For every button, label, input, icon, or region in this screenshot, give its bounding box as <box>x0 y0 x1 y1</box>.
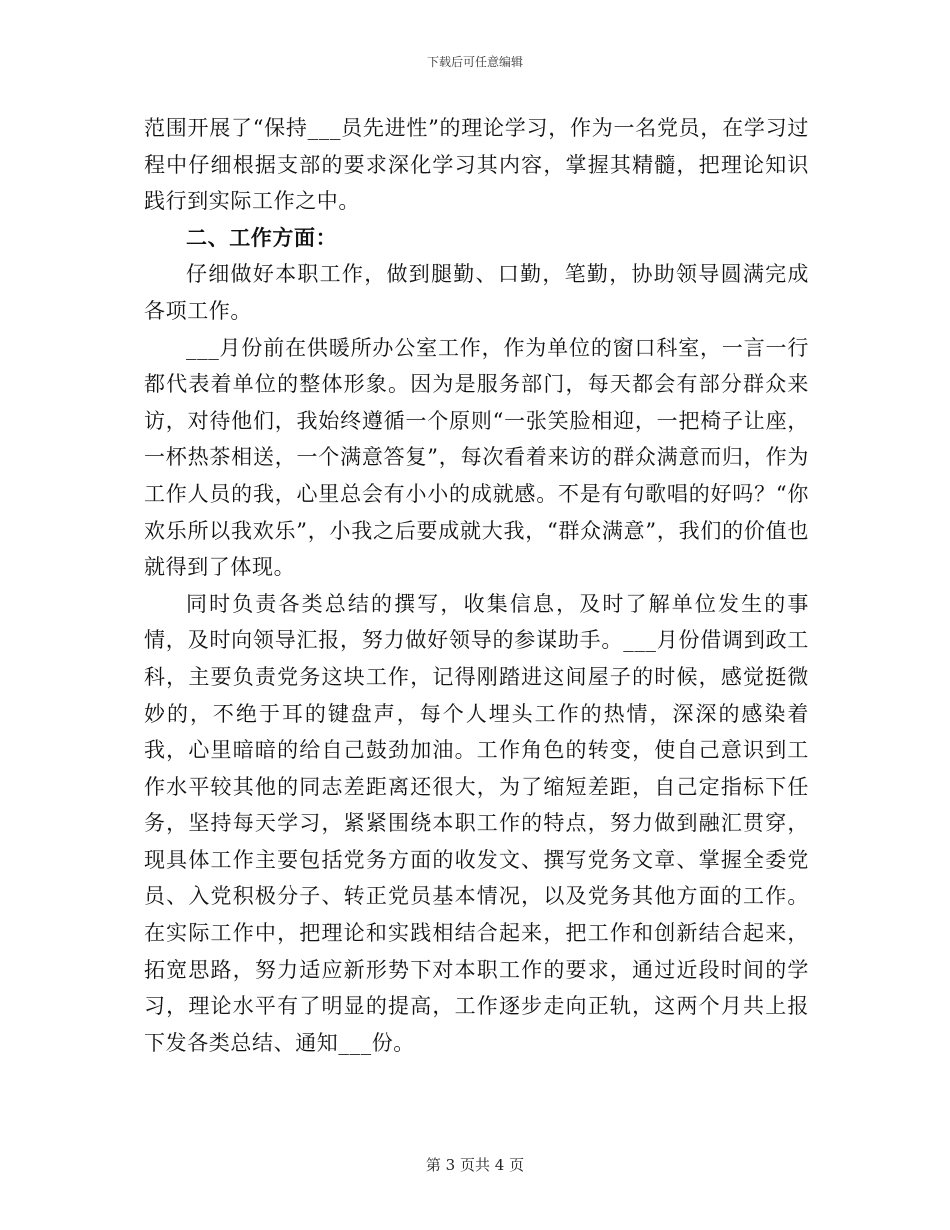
section-heading: 二、工作方面： <box>186 224 338 250</box>
document-body <box>144 110 809 1061</box>
page-header: 下载后可任意编辑 <box>426 55 523 69</box>
paragraph: 仔细做好本职工作，做到腿勤、口勤，笔勤，协助领导圆满完成各项工作。 <box>144 262 809 323</box>
paragraph: 同时负责各类总结的撰写，收集信息，及时了解单位发生的事情，及时向领导汇报，努力做好领导的参谋助手。___月份借调到政工科，主要负责党务这块工作，记得刚踏进这间屋子的时候，感觉挺微妙的，不绝于耳的键盘声，每个人埋头工作的热情，深深的感染着我，心里暗暗的给自己鼓劲加油。工作角色的转变，使自己意识到工作水平较其他的同志差距离还很大，为了缩短差距，自己定指标下任务，坚持每天学习，紧紧围绕本职工作的特点，努力做到融汇贯穿，现具体工作主要包括党务方面的收发文、撰写党务文章、掌握全委党员、入党积极分子、转正党员基本情况，以及党务其他方面的工作。在实际工作中，把理论和实践相结合起来，把工作和创新结合起来，拓宽思路，努力适应新形势下对本职工作的要求，通过近段时间的学习，理论水平有了明显的提高，工作逐步走向正轨，这两个月共上报下发各类总结、通知___份。 <box>144 591 809 1055</box>
paragraph-continued: 范围开展了“保持___员先进性”的理论学习，作为一名党员，在学习过程中仔细根据支部的要求深化学习其内容，掌握其精髓，把理论知识践行到实际工作之中。 <box>144 116 809 214</box>
paragraph: ___月份前在供暖所办公室工作，作为单位的窗口科室，一言一行都代表着单位的整体形象。因为是服务部门，每天都会有部分群众来访，对待他们，我始终遵循一个原则“一张笑脸相迎，一把椅子让座，一杯热茶相送，一个满意答复”，每次看着来访的群众满意而归，作为工作人员的我，心里总会有小小的成就感。不是有句歌唱的好吗？“你欢乐所以我欢乐”，小我之后要成就大我，“群众满意”，我们的价值也就得到了体现。 <box>144 335 809 580</box>
page-number: 第 3 页共 4 页 <box>425 1156 525 1174</box>
